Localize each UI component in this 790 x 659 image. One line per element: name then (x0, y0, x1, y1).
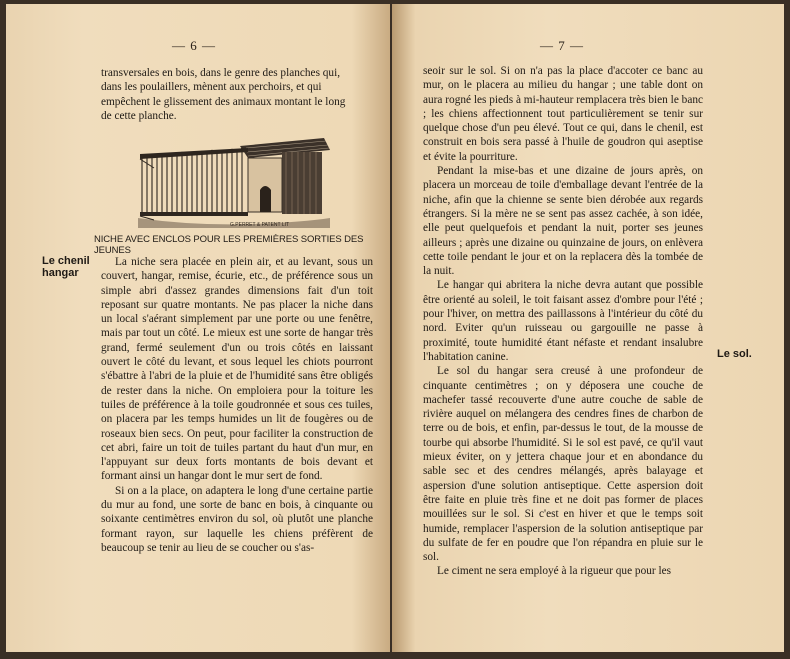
text-block-main (423, 64, 703, 579)
text-line: de cette planche. (101, 109, 177, 122)
margin-note: Le sol. (717, 348, 752, 360)
paragraph: seoir sur le sol. Si on n'a pas la place d'accoter ce banc au mur, on le placera au milieu du hangar ; une table dont on aura rogné les pieds à mi-hauteur remplacera très bien le banc ; les chiens affectionnent tout particulièrement se tenir sur quelque chose d'un peu élevé. Tout ce qui, dans le chenil, est construit en bois sera passé à l'huile de goudron qui aseptise et évite la pourriture. (423, 65, 703, 163)
page-number: — 7 — (540, 38, 584, 53)
paragraph: Si on a la place, on adaptera le long d'une certaine partie du mur au fond, une sorte de banc en bois, à cinquante ou soixante centimètres environ du sol, où plutôt une planche formant rayon, sur laquelle les chiens préfèrent de beaucoup se tenir au lieu de se coucher ou s'as- (101, 484, 373, 554)
paragraph: Pendant la mise-bas et une dizaine de jours après, on placera un morceau de toile d'emballage devant l'entrée de la niche, afin que la chienne se sente bien dérobée aux regards étrangers. Si la mère ne se sent pas assez cachée, à son idée, elle peut quelquefois et pendant la nuit, porter ses jeunes ailleurs ; après une dizaine ou quinzaine de jours, on enlèvera cette toile pendant le jour et on la replacera dès la tombée de la nuit. (423, 165, 703, 278)
figure-caption: NICHE AVEC ENCLOS POUR LES PREMIÈRES SORTIES DES JEUNES (94, 234, 364, 256)
paragraph: Le hangar qui abritera la niche devra autant que possible être orienté au soleil, le toit faisant assez d'ombre pour l'été ; pour l'hiver, on mettra des paillassons à l'intérieur du côté du nord. Eviter qu'un ruisseau ou gargouille ne passe à proximité, toute humidité étant néfaste et rendant insalubre l'habitation canine. (423, 279, 703, 363)
text-line: dans les poulaillers, mènent aux perchoirs, et qui (101, 81, 322, 94)
text-block-top (101, 66, 351, 123)
text-block-main (101, 255, 373, 555)
paragraph: Le sol du hangar sera creusé à une profondeur de cinquante centimètres ; on y déposera une couche de machefer tassé recouverte d'une autre couche de sable de rivière auquel on mélangera des cendres fines de charbon de terre ou de bois, et enfin, par-dessus le tout, de la mousse de tourbe qui absorbe l'humidité. Si le sol est pavé, ce qu'il vaut mieux éviter, on y jettera chaque jour et en abondance du sable sec et des cendres mélangés, après balayage et aspersion d'une solution antiseptique. Cette aspersion doit être faite en pluie très fine et ne doit pas former de places mouillées sur le sol. Si c'est en hiver et que le temps soit humide, remplacer l'aspersion de la solution antiseptique par du sulfate de fer en poudre que l'on répandra en pluie sur le sol. (423, 365, 703, 564)
page-number: — 6 — (172, 38, 216, 53)
right-page (392, 4, 784, 652)
left-page (6, 4, 390, 652)
margin-note: Le chenil hangar (42, 255, 90, 279)
engraving-credit: G.PERRET & PATENT LIT (230, 222, 290, 228)
text-line: empêchent le glissement des animaux montant le long (101, 95, 346, 108)
text-line: transversales en bois, dans le genre des planches qui, (101, 67, 341, 79)
fence-bars (142, 150, 242, 216)
kennel-engraving (134, 132, 334, 232)
paragraph: La niche sera placée en plein air, et au levant, sous un couvert, hangar, remise, écurie, etc., de préférence sous un simple abri d'assez grandes dimensions fait d'un toit reposant sur quatre montants. Ne pas placer la niche dans un local s'aérant simplement par une porte ou une fenêtre, mais par tout un côté. Le mieux est une sorte de hangar très grand, fermé seulement d'un ou trois côtés en laissant ouvert le côté du levant, et sous lequel les chiots pourront s'ébattre à l'abri de la pluie et de l'humidité sans être obligés de rester dans la niche. On emploiera pour la toiture les tuiles de préférence à la toile goudronnée et sous ces tuiles, on placera par les temps humides un lit de fougères ou de roseaux bien secs. On peut, pour faciliter la construction de cet abri, faire un toit de tuiles partant du haut d'un mur, en l'appuyant sur deux forts montants de bois devant et formant ainsi un hangar dont le mur sert de fond. (101, 256, 373, 483)
paragraph: Le ciment ne sera employé à la rigueur que pour les (437, 565, 672, 578)
